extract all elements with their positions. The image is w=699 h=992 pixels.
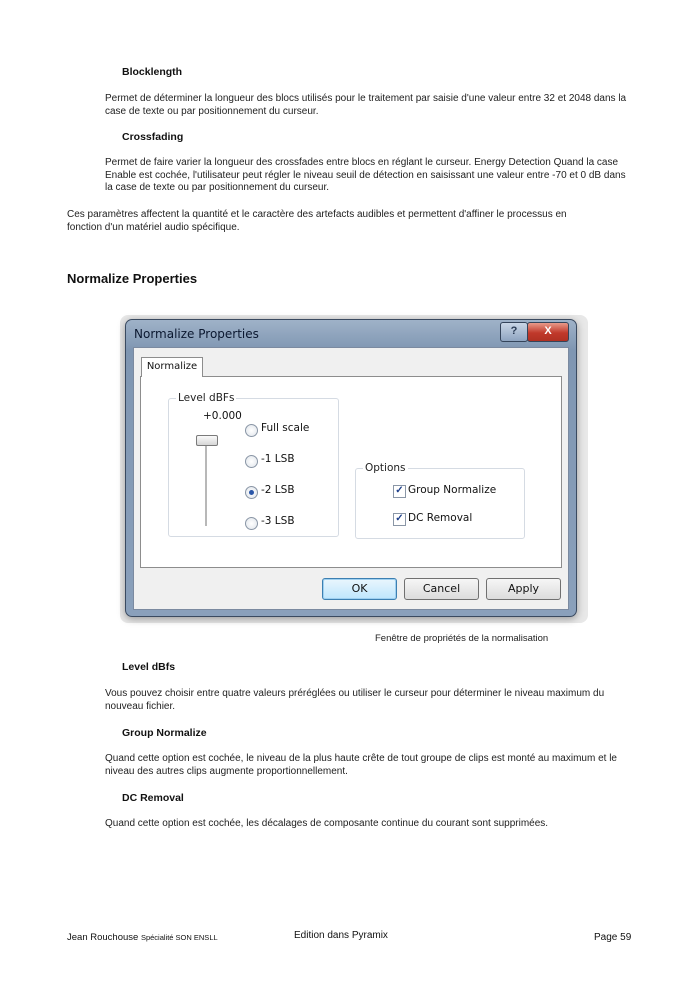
dialog-client-area [133, 347, 569, 610]
footer-center: Edition dans Pyramix [294, 930, 388, 941]
level-value: +0.000 [203, 410, 242, 422]
dc-removal-checkbox[interactable]: ✓ [393, 513, 406, 526]
close-button[interactable]: X [527, 322, 569, 342]
section-title: Normalize Properties [67, 271, 198, 286]
radio-label-full-scale: Full scale [261, 422, 310, 434]
footer-author-school: Spécialité SON ENSLL [140, 933, 218, 942]
paragraph-level-dbfs: Vous pouvez choisir entre quatre valeurs préréglées ou utiliser le curseur pour déterminer le niveau maximum du nouveau fichier. [105, 688, 605, 712]
paragraph-parameters: Ces paramètres affectent la quantité et le caractère des artefacts audibles et permettent d'affiner le processus en fonction d'un matériel audio spécifique. [67, 209, 567, 233]
dialog-title: Normalize Properties [134, 327, 259, 341]
apply-button[interactable]: Apply [486, 578, 561, 600]
paragraph-dc-removal: Quand cette option est cochée, les décalages de composante continue du courant sont supprimées. [105, 818, 549, 829]
heading-crossfading: Crossfading [122, 131, 184, 143]
radio-full-scale[interactable] [245, 424, 258, 437]
figure-caption: Fenêtre de propriétés de la normalisation [375, 633, 549, 644]
cancel-button[interactable]: Cancel [404, 578, 479, 600]
radio-label-3-lsb: -3 LSB [261, 515, 295, 527]
page-number: Page 59 [594, 932, 632, 943]
heading-group-normalize: Group Normalize [122, 727, 207, 739]
paragraph-group-normalize: Quand cette option est cochée, le niveau de la plus haute crête de tout groupe de clips est monté au maximum et le niveau des autres clips augmente proportionnellement. [105, 753, 617, 777]
level-group-label: Level dBFs [178, 392, 235, 404]
paragraph-crossfading: Permet de faire varier la longueur des crossfades entre blocs en réglant le curseur. Energy Detection Quand la case Enable est cochée, l'utilisateur peut régler le niveau seuil de détection en saisissant une valeur entre -70 et 0 dB dans la case de texte ou par positionnement du curseur. [105, 157, 626, 193]
level-slider-track [205, 436, 208, 526]
radio-label-1-lsb: -1 LSB [261, 453, 295, 465]
group-normalize-label: Group Normalize [408, 484, 497, 496]
tab-normalize[interactable]: Normalize [141, 357, 203, 377]
heading-level-dbfs: Level dBfs [122, 661, 176, 673]
level-slider-thumb[interactable] [196, 435, 218, 446]
radio-3-lsb[interactable] [245, 517, 258, 530]
radio-label-2-lsb: -2 LSB [261, 484, 295, 496]
options-group [355, 462, 525, 539]
radio-2-lsb[interactable] [245, 486, 258, 499]
dc-removal-label: DC Removal [408, 512, 473, 524]
group-normalize-checkbox[interactable]: ✓ [393, 485, 406, 498]
help-button[interactable]: ? [500, 322, 528, 342]
radio-1-lsb[interactable] [245, 455, 258, 468]
options-group-label: Options [365, 462, 406, 474]
normalize-properties-dialog [125, 319, 577, 617]
footer-author-name: Jean Rouchouse [67, 932, 139, 943]
tab-panel [140, 376, 562, 568]
heading-dc-removal: DC Removal [122, 792, 184, 804]
level-group [168, 392, 339, 537]
footer-author [67, 932, 218, 943]
paragraph-blocklength: Permet de déterminer la longueur des blocs utilisés pour le traitement par saisie d'une valeur entre 32 et 2048 dans la case de texte ou par positionnement du curseur. [105, 93, 627, 117]
heading-blocklength: Blocklength [122, 66, 183, 78]
ok-button[interactable]: OK [322, 578, 397, 600]
